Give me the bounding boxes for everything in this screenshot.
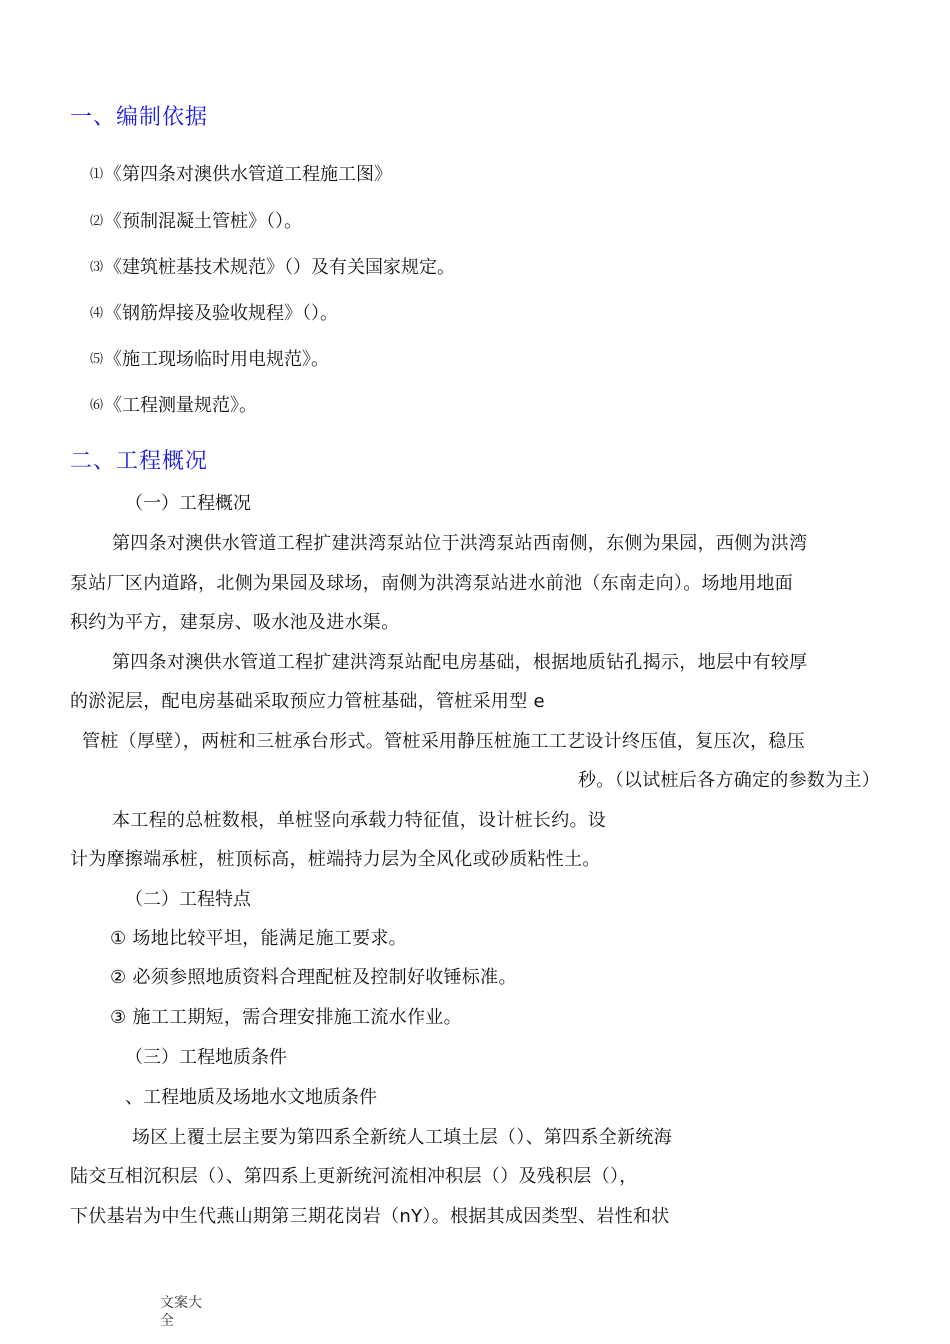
feature-text: 场地比较平坦，能满足施工要求。 [132, 928, 407, 949]
reference-text: 《钢筋焊接及验收规程》（）。 [104, 303, 339, 324]
feature-text: 必须参照地质资料合理配桩及控制好收锤标准。 [132, 967, 517, 988]
paragraph-line: 下伏基岩为中生代燕山期第三期花岗岩（nY）。根据其成因类型、岩性和状 [70, 1206, 670, 1227]
feature-number: ③ [110, 1007, 127, 1028]
paragraph-line: 场区上覆土层主要为第四系全新统人工填土层（）、第四系全新统海 [132, 1127, 672, 1148]
reference-item [90, 160, 392, 186]
paragraph-line: 第四条对澳供水管道工程扩建洪湾泵站位于洪湾泵站西南侧，东侧为果园，西侧为洪湾 [112, 533, 808, 554]
feature-item [110, 924, 407, 950]
reference-item [90, 299, 338, 325]
reference-number: ⑷ [90, 306, 104, 321]
reference-number: ⑵ [90, 214, 104, 229]
reference-number: ⑶ [90, 260, 104, 275]
subsection-subtitle-hydrogeology: 、工程地质及场地水文地质条件 [125, 1087, 377, 1108]
reference-item [90, 345, 329, 371]
feature-item [110, 1003, 462, 1029]
paragraph-line: 计为摩擦端承桩，桩顶标高，桩端持力层为全风化或砂质粘性土。 [70, 849, 601, 870]
reference-item [90, 253, 455, 279]
subsection-title-features: （二）工程特点 [125, 889, 251, 910]
reference-number: ⑸ [90, 352, 104, 367]
reference-text: 《工程测量规范》。 [104, 395, 258, 416]
paragraph-line: 陆交互相沉积层（）、第四系上更新统河流相冲积层（）及残积层（）， [70, 1166, 638, 1187]
feature-number: ② [110, 967, 127, 988]
paragraph-line: 秒。（以试桩后各方确定的参数为主） [578, 770, 881, 791]
feature-number: ① [110, 928, 127, 949]
reference-text: 《第四条对澳供水管道工程施工图》 [104, 164, 393, 185]
reference-text: 《建筑桩基技术规范》（）及有关国家规定。 [104, 257, 456, 278]
reference-item [90, 391, 257, 417]
section2-heading: 二、工程概况 [70, 449, 209, 474]
reference-text: 《预制混凝土管桩》（）。 [104, 211, 303, 232]
paragraph-line: 第四条对澳供水管道工程扩建洪湾泵站配电房基础，根据地质钻孔揭示，地层中有较厚 [112, 652, 808, 673]
reference-text: 《施工现场临时用电规范》。 [104, 349, 330, 370]
paragraph-line: 的淤泥层，配电房基础采取预应力管桩基础，管桩采用型 e [70, 691, 545, 712]
paragraph-line: 泵站厂区内道路，北侧为果园及球场，南侧为洪湾泵站进水前池（东南走向）。场地用地面 [70, 573, 793, 594]
reference-number: ⑹ [90, 398, 104, 413]
feature-item [110, 963, 517, 989]
section1-heading: 一、编制依据 [70, 105, 209, 130]
subsection-title-overview: （一）工程概况 [125, 493, 251, 514]
subsection-title-geology: （三）工程地质条件 [125, 1047, 287, 1068]
paragraph-line: 管桩（厚壁），两桩和三桩承台形式。管桩采用静压桩施工工艺设计终压值，复压次，稳压 [82, 731, 805, 752]
reference-number: ⑴ [90, 167, 104, 182]
feature-text: 施工工期短，需合理安排施工流水作业。 [132, 1007, 462, 1028]
paragraph-line: 积约为平方，建泵房、吸水池及进水渠。 [70, 612, 400, 633]
paragraph-line: 本工程的总桩数根，单桩竖向承载力特征值，设计桩长约。设 [112, 810, 607, 831]
footer-text: 文案大全 [160, 1295, 202, 1329]
reference-item [90, 207, 302, 233]
